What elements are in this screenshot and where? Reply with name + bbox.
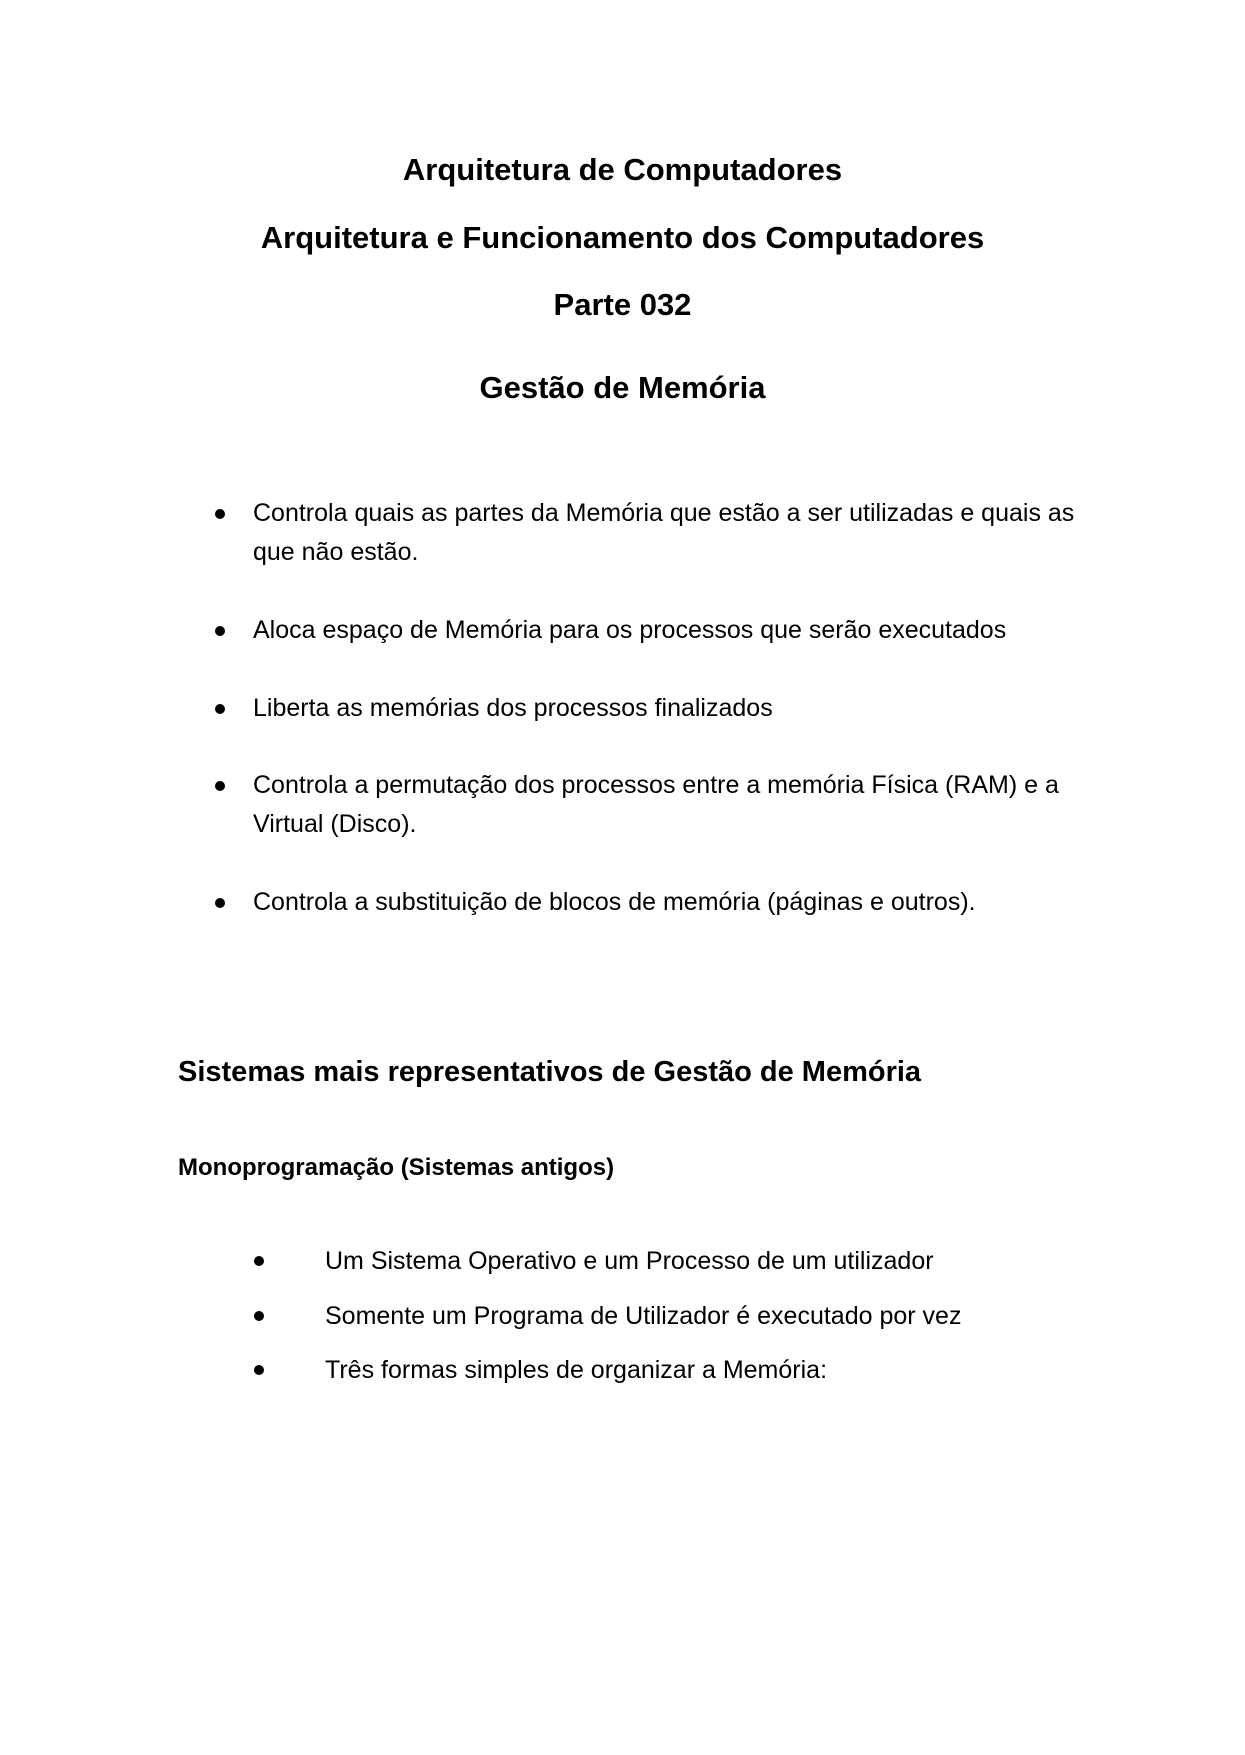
bullet-icon <box>254 1256 264 1266</box>
list-item: Aloca espaço de Memória para os processos que serão executados <box>215 611 1095 650</box>
bullet-icon <box>254 1311 264 1321</box>
part-number: Parte 032 <box>553 287 692 322</box>
list-item: Um Sistema Operativo e um Processo de um utilizador <box>252 1243 1092 1279</box>
list-item: Controla a permutação dos processos entre a memória Física (RAM) e a Virtual (Disco). <box>215 766 1095 844</box>
course-title: Arquitetura de Computadores <box>402 152 843 187</box>
monoprogramming-heading: Monoprogramação (Sistemas antigos) <box>178 1154 615 1181</box>
bullet-icon <box>215 509 225 519</box>
list-item: Controla a substituição de blocos de memória (páginas e outros). <box>215 883 1095 922</box>
bullet-icon <box>215 626 225 636</box>
bullet-icon <box>215 898 225 908</box>
topic-title: Gestão de Memória <box>479 370 766 405</box>
bullet-icon <box>215 781 225 791</box>
list-item: Três formas simples de organizar a Memória: <box>252 1352 1092 1388</box>
bullet-icon <box>254 1365 264 1375</box>
bullet-icon <box>215 704 225 714</box>
list-item: Liberta as memórias dos processos finalizados <box>215 689 1095 728</box>
systems-heading: Sistemas mais representativos de Gestão de Memória <box>178 1056 922 1088</box>
list-item: Somente um Programa de Utilizador é executado por vez <box>252 1298 1092 1334</box>
list-item: Controla quais as partes da Memória que estão a ser utilizadas e quais as que não estão. <box>215 494 1095 572</box>
module-title: Arquitetura e Funcionamento dos Computadores <box>260 220 985 255</box>
